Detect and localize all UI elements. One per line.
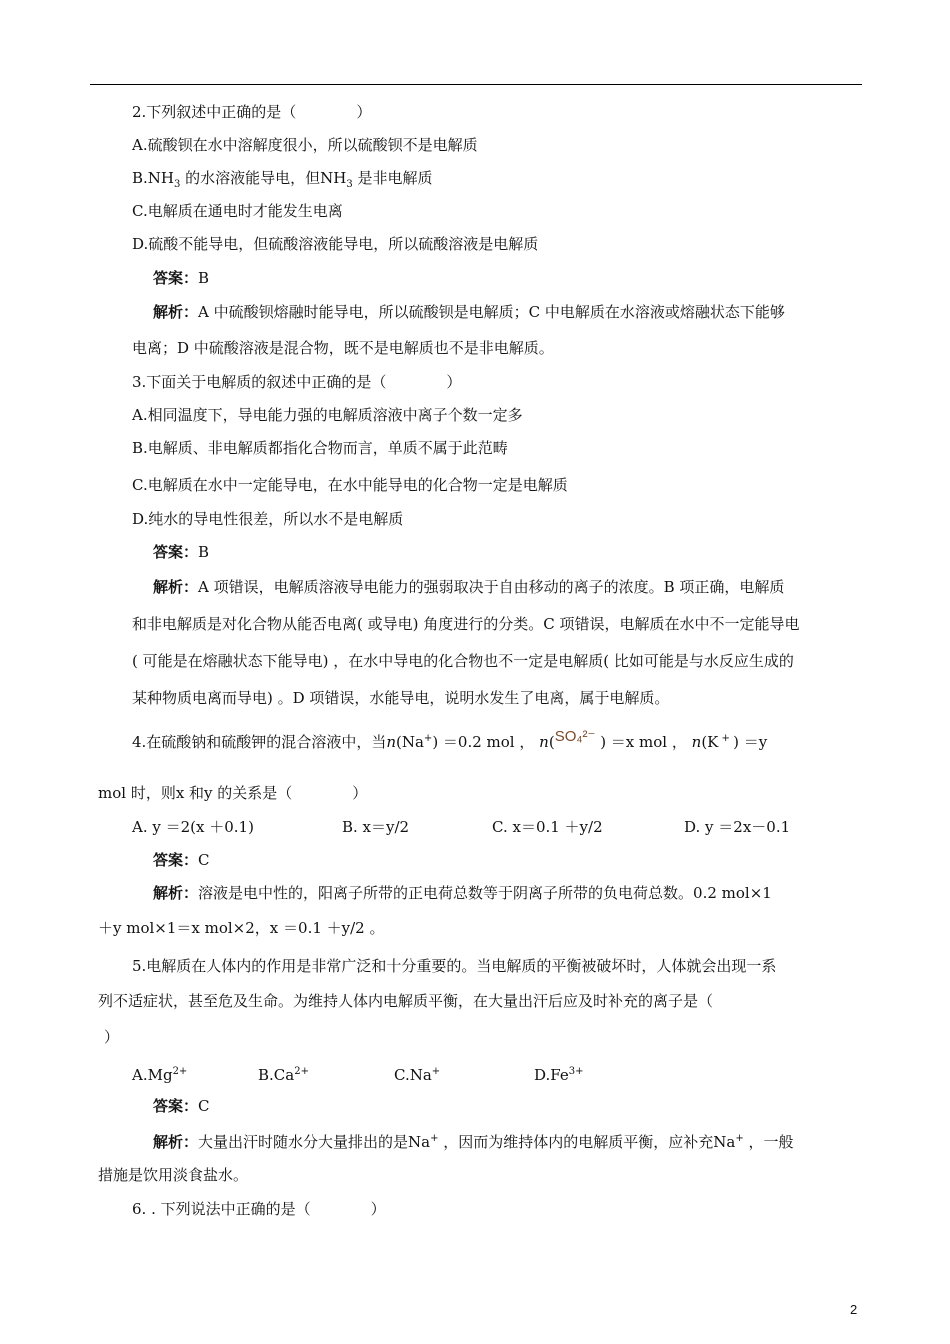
- q4-explanation-line1: 解析：溶液是电中性的，阳离子所带的正电荷总数等于阴离子所带的负电荷总数。0.2 mol×1: [153, 884, 772, 902]
- q4-options: [132, 817, 790, 837]
- q2-option-b: $B.NH_3$ 的水溶液能导电，但$NH_3$ 是非电解质: [132, 169, 433, 190]
- page-number: 2: [850, 1302, 858, 1317]
- q5-explanation-line1: 解析：大量出汗时随水分大量排出的是Na+ ，因而为维持体内的电解质平衡，应补充Na+ ，一般: [153, 1133, 794, 1151]
- q3-option-b: B.电解质、非电解质都指化合物而言，单质不属于此范畴: [132, 439, 508, 457]
- q3-explanation-line2: 和非电解质是对化合物从能否电离( 或导电) 角度进行的分类。C 项错误，电解质在水中不一定能导电: [132, 615, 800, 633]
- q5-option-d: $D.Fe^{3+}$: [534, 1066, 584, 1084]
- q3-explanation-line3: ( 可能是在熔融状态下能导电) ，在水中导电的化合物也不一定是电解质( 比如可能是与水反应生成的: [132, 652, 794, 670]
- q4-stem-line2: mol 时，则x 和y 的关系是（ ）: [98, 784, 368, 802]
- q3-answer: 答案：B: [153, 543, 210, 561]
- q5-stem-line3: ）: [104, 1028, 120, 1046]
- q3-explanation-line1: 解析：A 项错误，电解质溶液导电能力的强弱取决于自由移动的离子的浓度。B 项正确，电解质: [153, 578, 785, 596]
- q3-explanation-line4: 某种物质电离而导电) 。D 项错误，水能导电，说明水发生了电离，属于电解质。: [132, 689, 670, 707]
- q2-explanation-line1: 解析：A 中硫酸钡熔融时能导电，所以硫酸钡是电解质；C 中电解质在水溶液或熔融状态下能够: [153, 303, 785, 321]
- q2-answer: 答案：B: [153, 269, 210, 287]
- q4-option-d: D. y ＝2x－0.1: [684, 818, 791, 836]
- q4-stem-line1: 4.在硫酸钠和硫酸钾的混合溶液中，当n(Na+) ＝0.2 mol ， n(SO₄²⁻ ) ＝x mol ， n(K + ) ＝y: [132, 728, 768, 751]
- q5-option-a: $A.Mg^{2+}$: [132, 1066, 188, 1084]
- q5-answer: 答案：C: [153, 1097, 210, 1115]
- q2-option-a: A.硫酸钡在水中溶解度很小，所以硫酸钡不是电解质: [132, 136, 478, 154]
- q3-option-c: C.电解质在水中一定能导电，在水中能导电的化合物一定是电解质: [132, 476, 568, 494]
- q2-option-c: C.电解质在通电时才能发生电离: [132, 202, 343, 220]
- q5-stem-line2: 列不适症状，甚至危及生命。为维持人体内电解质平衡，在大量出汗后应及时补充的离子是（: [98, 992, 714, 1010]
- q5-stem-line1: 5.电解质在人体内的作用是非常广泛和十分重要的。当电解质的平衡被破坏时，人体就会出现一系: [132, 957, 777, 975]
- q5-option-c: C.Na+: [394, 1066, 441, 1084]
- q2-explanation-line2: 电离；D 中硫酸溶液是混合物，既不是电解质也不是非电解质。: [132, 339, 554, 357]
- q3-option-d: D.纯水的导电性很差，所以水不是电解质: [132, 510, 404, 528]
- q4-option-a: A. y ＝2(x ＋0.1): [132, 818, 254, 836]
- header-rule: [90, 84, 862, 85]
- sulfate-ion-formula: SO₄²⁻: [554, 728, 596, 745]
- q5-explanation-line2: 措施是饮用淡食盐水。: [98, 1166, 249, 1184]
- q3-option-a: A.相同温度下，导电能力强的电解质溶液中离子个数一定多: [132, 406, 523, 424]
- q4-option-b: B. x＝y/2: [342, 818, 410, 836]
- q3-stem: 3.下面关于电解质的叙述中正确的是（ ）: [132, 373, 462, 391]
- q6-stem: 6. . 下列说法中正确的是（ ）: [132, 1200, 386, 1218]
- q4-explanation-line2: ＋y mol×1＝x mol×2，x ＝0.1 ＋y/2 。: [98, 919, 385, 937]
- q5-option-b: $B.Ca^{2+}$: [258, 1066, 309, 1084]
- q2-stem: 2.下列叙述中正确的是（ ）: [132, 103, 372, 121]
- q2-option-d: D.硫酸不能导电，但硫酸溶液能导电，所以硫酸溶液是电解质: [132, 235, 539, 253]
- q4-answer: 答案：C: [153, 851, 210, 869]
- q5-options: [132, 1062, 583, 1085]
- q4-option-c: C. x＝0.1 ＋y/2: [492, 818, 603, 836]
